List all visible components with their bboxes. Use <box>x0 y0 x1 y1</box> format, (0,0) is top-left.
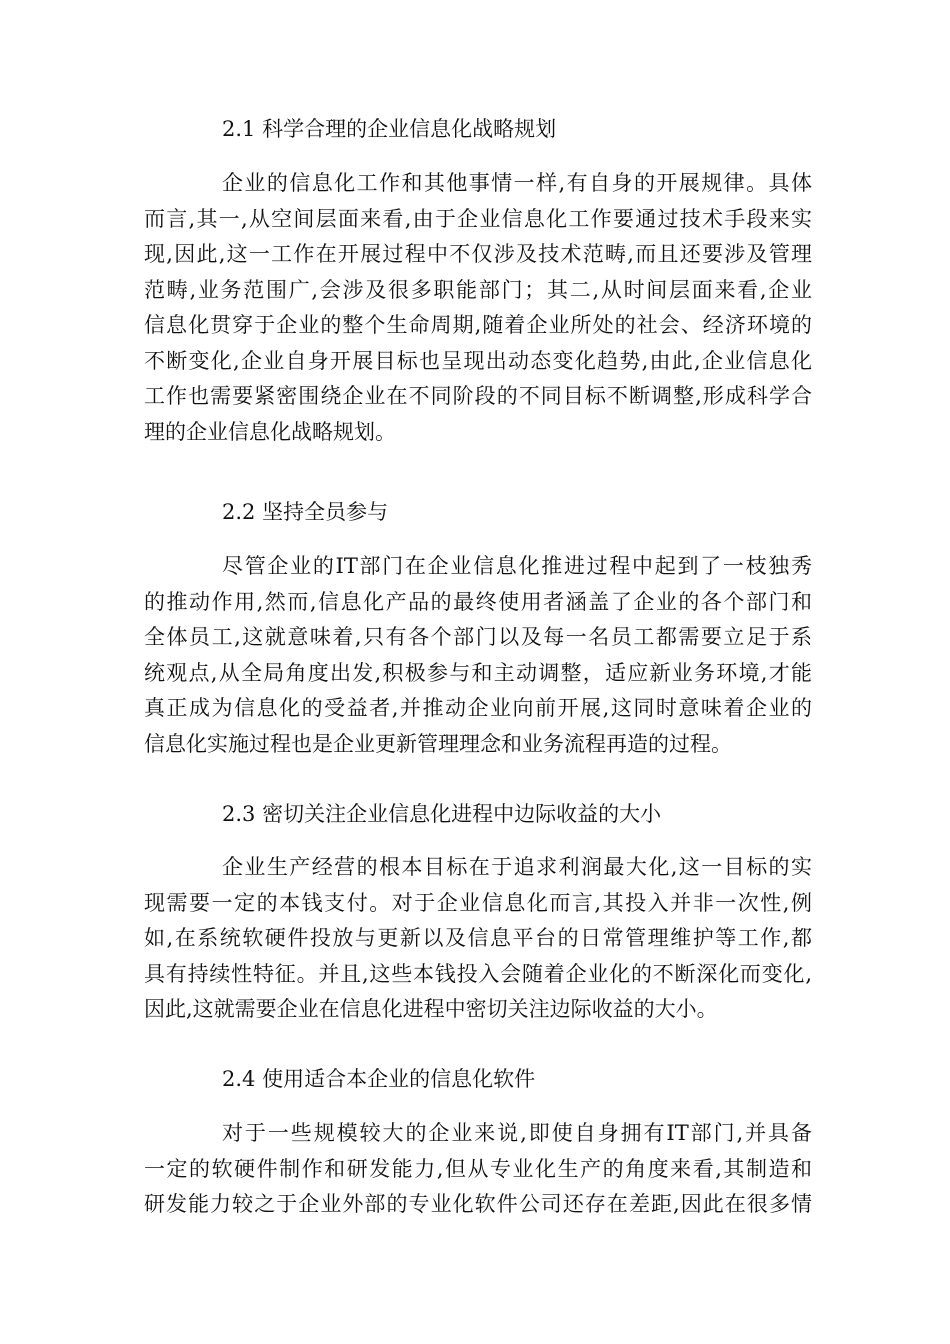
paragraph-line: 对于一些规模较大的企业来说,即使自身拥有IT部门,并具备 <box>222 1121 812 1145</box>
paragraph-line: 尽管企业的IT部门在企业信息化推进过程中起到了一枝独秀 <box>222 554 812 578</box>
paragraph-line: 不断变化,企业自身开展目标也呈现出动态变化趋势,由此,企业信息化 <box>144 348 812 373</box>
section-heading-2-2: 2.2 坚持全员参与 <box>222 500 389 524</box>
paragraph-line: 的推动作用,然而,信息化产品的最终使用者涵盖了企业的各个部门和 <box>144 589 812 614</box>
paragraph-line: 如,在系统软硬件投放与更新以及信息平台的日常管理维护等工作,都 <box>144 926 812 950</box>
paragraph-line: 一定的软硬件制作和研发能力,但从专业化生产的角度来看,其制造和 <box>144 1156 812 1181</box>
paragraph-line: 信息化实施过程也是企业更新管理理念和业务流程再造的过程。 <box>144 731 732 756</box>
section-paragraph-2-4 <box>144 1116 812 1223</box>
paragraph-line: 企业的信息化工作和其他事情一样,有自身的开展规律。具体 <box>222 171 812 195</box>
paragraph-line: 现,因此,这一工作在开展过程中不仅涉及技术范畴,而且还要涉及管理 <box>144 242 812 266</box>
paragraph-line: 具有持续性特征。并且,这些本钱投入会随着企业化的不断深化而变化, <box>144 961 812 986</box>
paragraph-line: 而言,其一,从空间层面来看,由于企业信息化工作要通过技术手段来实 <box>144 206 812 231</box>
paragraph-line: 理的企业信息化战略规划。 <box>144 419 396 444</box>
paragraph-line: 现需要一定的本钱支付。对于企业信息化而言,其投入并非一次性,例 <box>144 890 812 915</box>
paragraph-line: 范畴,业务范围广,会涉及很多职能部门；其二,从时间层面来看,企业 <box>144 277 812 302</box>
paragraph-line: 信息化贯穿于企业的整个生命周期,随着企业所处的社会、经济环境的 <box>144 313 812 337</box>
paragraph-line: 企业生产经营的根本目标在于追求利润最大化,这一目标的实 <box>222 855 812 879</box>
paragraph-line: 统观点,从全局角度出发,积极参与和主动调整，适应新业务环境,才能 <box>144 660 812 685</box>
paragraph-line: 工作也需要紧密围绕企业在不同阶段的不同目标不断调整,形成科学合 <box>144 384 812 408</box>
section-paragraph-2-1 <box>144 166 812 450</box>
section-paragraph-2-3 <box>144 850 812 1028</box>
section-heading-2-3: 2.3 密切关注企业信息化进程中边际收益的大小 <box>222 802 662 826</box>
paragraph-line: 因此,这就需要企业在信息化进程中密切关注边际收益的大小。 <box>144 997 718 1021</box>
paragraph-line: 全体员工,这就意味着,只有各个部门以及每一名员工都需要立足于系 <box>144 625 812 649</box>
section-heading-2-4: 2.4 使用适合本企业的信息化软件 <box>222 1067 536 1091</box>
paragraph-line: 研发能力较之于企业外部的专业化软件公司还存在差距,因此在很多情 <box>144 1192 812 1216</box>
section-paragraph-2-2 <box>144 549 812 762</box>
paragraph-line: 真正成为信息化的受益者,并推动企业向前开展,这同时意味着企业的 <box>144 696 812 720</box>
section-heading-2-1: 2.1 科学合理的企业信息化战略规划 <box>222 117 557 141</box>
